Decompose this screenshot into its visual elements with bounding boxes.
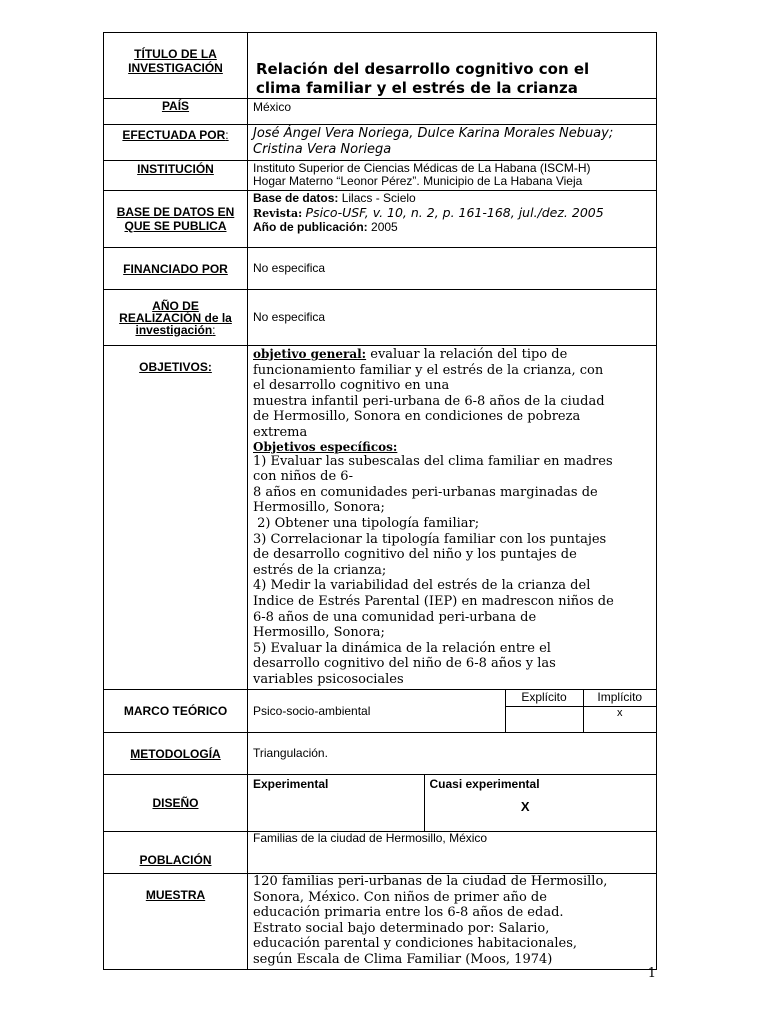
marco-value-cell — [248, 690, 657, 733]
diseno-label-text: DISEÑO — [152, 796, 199, 811]
row-efectuada — [104, 125, 657, 161]
marco-explicito-box — [505, 706, 583, 732]
muestra-label-text: MUESTRA — [145, 888, 206, 903]
marco-label — [104, 690, 248, 733]
base-db-label: Base de datos: — [253, 191, 339, 205]
efectuada-label — [104, 125, 248, 161]
row-titulo — [104, 33, 657, 99]
objetivo-general-text — [253, 363, 651, 441]
muestra-line: educación parental y condiciones habitacionales, — [253, 936, 577, 952]
institucion-line-1: Instituto Superior de Ciencias Médicas de La Habana (ISCM-H) — [253, 161, 591, 175]
row-anio-realizacion — [104, 290, 657, 346]
metodologia-label — [104, 733, 248, 775]
financiado-label-text: FINANCIADO POR — [123, 261, 228, 276]
objetivo-especifico-line: 2) Obtener una tipología familiar; — [253, 515, 480, 531]
row-poblacion — [104, 832, 657, 874]
base-label — [104, 191, 248, 248]
anio-label-colon: : — [212, 322, 216, 337]
objetivo-especifico-line: Indice de Estrés Parental (IEP) en madrescon niños de — [253, 593, 614, 609]
objetivo-especifico-line: 5) Evaluar la dinámica de la relación entre el — [253, 640, 551, 656]
row-diseno — [104, 775, 657, 832]
base-value — [248, 191, 657, 248]
diseno-inner-table — [248, 775, 656, 831]
objetivo-especifico-line: de desarrollo cognitivo del niño y los puntajes de — [253, 547, 577, 563]
marco-inner-table — [248, 690, 656, 732]
muestra-line: educación primaria entre los 6-8 años de edad. — [253, 905, 564, 921]
institucion-label — [104, 161, 248, 191]
base-db-value: Lilacs - Scielo — [341, 191, 416, 205]
anio-label-line-3: investigación — [135, 322, 213, 337]
objetivo-especifico-line: Hermosillo, Sonora; — [253, 500, 385, 516]
muestra-line: 120 familias peri-urbanas de la ciudad de Hermosillo, — [253, 874, 608, 890]
research-summary-table — [103, 32, 657, 970]
titulo-label-text: TÍTULO DE LA INVESTIGACIÓN — [128, 47, 223, 75]
anio-label-line-2: REALIZACIÓN de la — [119, 310, 232, 325]
muestra-text — [253, 874, 651, 967]
diseno-label — [104, 775, 248, 832]
pais-label-text: PAÍS — [161, 99, 190, 113]
anio-label — [104, 290, 248, 346]
objetivo-general-line: extrema — [253, 424, 308, 440]
efectuada-label-text: EFECTUADA POR — [122, 128, 226, 142]
anio-label-line-1: AÑO DE — [152, 298, 199, 313]
titulo-label — [104, 33, 248, 99]
muestra-line: según Escala de Clima Familiar (Moos, 1974) — [253, 951, 553, 967]
metodologia-value: Triangulación. — [248, 733, 657, 775]
institucion-line-2: Hogar Materno “Leonor Pérez”. Municipio de La Habana Vieja — [253, 174, 583, 188]
objetivos-value — [248, 346, 657, 690]
marco-value: Psico-socio-ambiental — [248, 690, 505, 732]
objetivos-label-text: OBJETIVOS: — [139, 360, 212, 374]
objetivos-especificos-label: Objetivos específicos: — [253, 439, 398, 454]
marco-implicito-header: Implícito — [583, 690, 656, 706]
objetivo-general-line: funcionamiento familiar y el estrés de la crianza, con — [253, 362, 604, 378]
muestra-line: Sonora, México. Con niños de primer año de — [253, 889, 547, 905]
pais-value: México — [248, 99, 657, 125]
muestra-label — [104, 874, 248, 970]
base-label-text: BASE DE DATOS EN QUE SE PUBLICA — [116, 205, 235, 233]
objetivo-especifico-line: 3) Correlacionar la tipología familiar con los puntajes — [253, 531, 607, 547]
poblacion-value: Familias de la ciudad de Hermosillo, México — [248, 832, 657, 874]
titulo-line-2: clima familiar y el estrés de la crianza — [256, 79, 578, 97]
poblacion-label — [104, 832, 248, 874]
financiado-value: No especifica — [248, 248, 657, 290]
objetivo-especifico-line: Hermosillo, Sonora; — [253, 625, 385, 641]
efectuada-line-1: José Ángel Vera Noriega, Dulce Karina Morales Nebuay; — [253, 126, 614, 141]
row-pais — [104, 99, 657, 125]
objetivo-general-label: objetivo general: — [253, 347, 367, 361]
objetivo-especifico-line: 8 años en comunidades peri-urbanas marginadas de — [253, 484, 598, 500]
row-objetivos — [104, 346, 657, 690]
financiado-label — [104, 248, 248, 290]
row-financiado — [104, 248, 657, 290]
titulo-value — [248, 33, 657, 99]
objetivo-especifico-line: con niños de 6- — [253, 469, 353, 485]
institucion-label-text: INSTITUCIÓN — [137, 162, 214, 176]
metodologia-label-text: METODOLOGÍA — [130, 746, 221, 761]
diseno-cuasi: Cuasi experimental — [429, 777, 540, 792]
efectuada-value — [248, 125, 657, 161]
objetivo-general-first: evaluar la relación del tipo de — [370, 347, 568, 362]
row-muestra — [104, 874, 657, 970]
muestra-line: Estrato social bajo determinado por: Salario, — [253, 920, 550, 936]
marco-explicito-header: Explícito — [505, 690, 583, 706]
marco-label-text: MARCO TEÓRICO — [123, 704, 228, 719]
objetivo-especifico-line: 6-8 años de una comunidad peri-urbana de — [253, 609, 537, 625]
row-base-datos — [104, 191, 657, 248]
objetivo-especifico-line: variables psicosociales — [253, 671, 404, 687]
base-anio-label: Año de publicación: — [253, 220, 368, 234]
muestra-value — [248, 874, 657, 970]
marco-implicito-mark: x — [583, 706, 656, 732]
objetivo-general-line: el desarrollo cognitivo en una — [253, 378, 450, 394]
objetivos-especificos-list — [253, 454, 651, 688]
objetivo-general-line: de Hermosillo, Sonora en condiciones de pobreza — [253, 409, 581, 425]
row-marco — [104, 690, 657, 733]
poblacion-label-text: POBLACIÓN — [139, 852, 212, 867]
institucion-value — [248, 161, 657, 191]
anio-value: No especifica — [248, 290, 657, 346]
titulo-line-1: Relación del desarrollo cognitivo con el — [256, 60, 590, 78]
diseno-cuasi-cell — [424, 775, 656, 831]
row-metodologia — [104, 733, 657, 775]
base-revista-label: Revista: — [253, 207, 303, 220]
diseno-value-cell — [248, 775, 657, 832]
objetivo-especifico-line: estrés de la crianza; — [253, 562, 387, 578]
pais-label — [104, 99, 248, 125]
objetivo-general-line: muestra infantil peri-urbana de 6-8 años de la ciudad — [253, 393, 605, 409]
base-anio-value: 2005 — [371, 220, 398, 234]
diseno-cuasi-mark: X — [520, 799, 530, 815]
objetivo-especifico-line: desarrollo cognitivo del niño de 6-8 años y las — [253, 656, 556, 672]
row-institucion — [104, 161, 657, 191]
efectuada-line-2: Cristina Vera Noriega — [253, 142, 392, 157]
objetivo-especifico-line: 4) Medir la variabilidad del estrés de la crianza del — [253, 578, 591, 594]
diseno-experimental: Experimental — [248, 775, 424, 831]
objetivos-label — [104, 346, 248, 690]
objetivo-especifico-line: 1) Evaluar las subescalas del clima familiar en madres — [253, 453, 613, 469]
base-revista-value: Psico-USF, v. 10, n. 2, p. 161-168, jul./dez. 2005 — [305, 205, 604, 220]
page-number: 1 — [647, 966, 656, 981]
efectuada-colon: : — [225, 128, 229, 142]
